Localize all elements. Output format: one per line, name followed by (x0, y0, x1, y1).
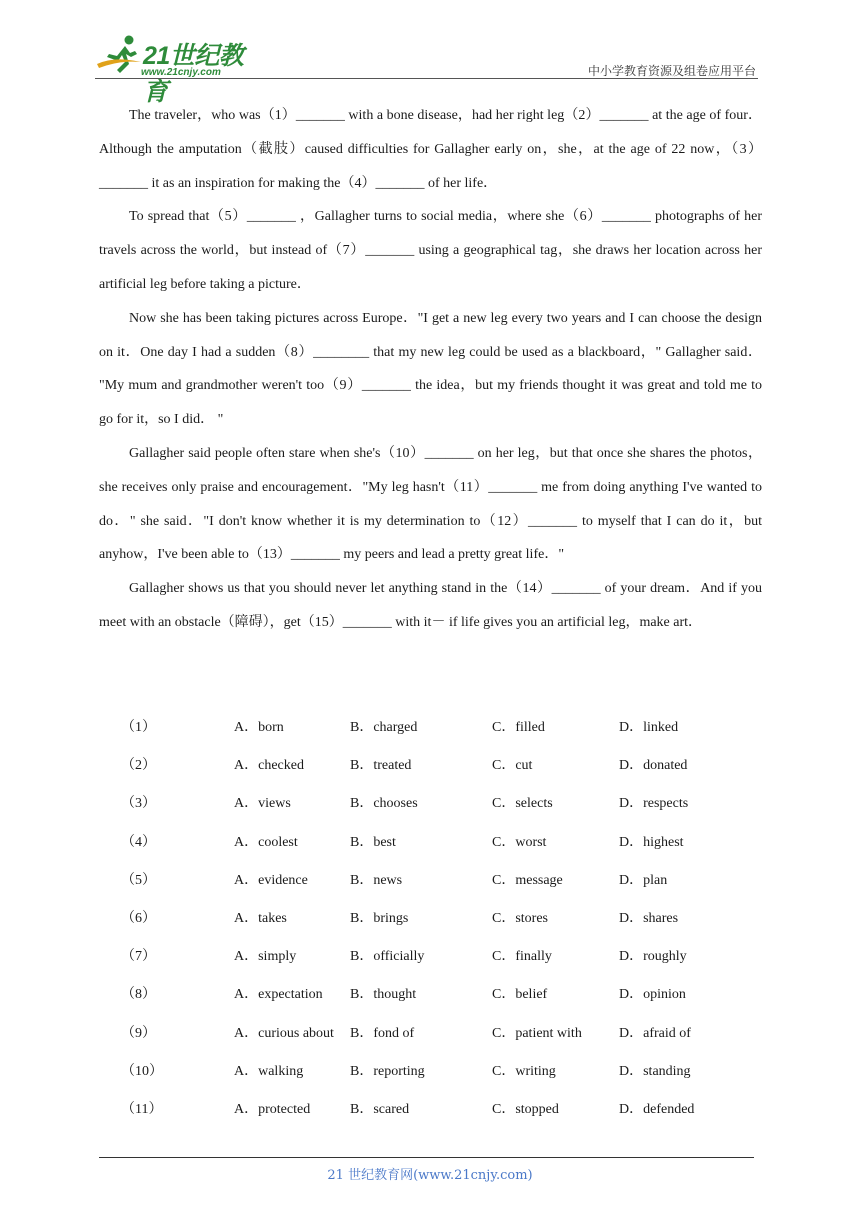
option-d: D．plan (619, 872, 668, 888)
option-row (99, 1088, 762, 1126)
paragraph: Gallagher shows us that you should never let anything stand in the（14）_______ of your dream．And if you meet with an obstacle（障碍），get（15）_______ with it－ if life gives you an artificial leg，make art． (99, 581, 762, 630)
option-row (99, 1012, 762, 1050)
option-row (99, 782, 762, 820)
option-a: A．simply (234, 949, 297, 965)
option-c: C．finally (492, 949, 552, 965)
runner-logo-icon (95, 34, 143, 76)
option-d: D．standing (619, 1063, 691, 1079)
site-logo (95, 34, 260, 106)
option-row (99, 859, 762, 897)
paragraph: To spread that（5）_______ ，Gallagher turns to social media，where she（6）_______ photographs of her travels across the world，but instead of（7）_______ using a geographical tag，she draws her location across her artificial leg before taking a picture． (99, 209, 762, 292)
paragraph: The traveler，who was（1）_______ with a bone disease，had her right leg（2）_______ at the age of four．Although the amputation（截肢）caused difficulties for Gallagher early on，she，at the age of 22 now，（3）_______ it as an inspiration for making the（4）_______ of her life． (99, 108, 762, 191)
option-a: A．protected (234, 1101, 311, 1117)
option-c: C．patient with (492, 1025, 582, 1041)
option-b: B．thought (350, 987, 417, 1003)
logo-url: www.21cnjy.com (141, 67, 221, 78)
option-a: A．coolest (234, 834, 298, 850)
question-number: （1） (121, 720, 156, 735)
option-d: D．opinion (619, 987, 686, 1003)
option-c: C．stores (492, 910, 548, 926)
logo-text: 21世纪教育 (143, 42, 244, 106)
option-b: B．fond of (350, 1025, 415, 1041)
option-b: B．news (350, 872, 403, 888)
option-a: A．born (234, 720, 284, 735)
question-number: （3） (121, 796, 156, 812)
option-row (99, 935, 762, 973)
option-a: A．checked (234, 758, 304, 774)
question-number: （4） (121, 834, 156, 850)
passage (99, 99, 762, 640)
question-number: （10） (121, 1063, 163, 1079)
option-b: B．reporting (350, 1063, 425, 1079)
option-c: C．message (492, 872, 563, 888)
option-a: A．takes (234, 910, 287, 926)
option-row (99, 744, 762, 782)
option-c: C．filled (492, 720, 545, 735)
option-c: C．selects (492, 796, 553, 812)
option-d: D．afraid of (619, 1025, 691, 1041)
option-d: D．donated (619, 758, 688, 774)
option-row (99, 973, 762, 1011)
question-number: （5） (121, 872, 156, 888)
option-b: B．scared (350, 1101, 410, 1117)
option-row (99, 1050, 762, 1088)
footer-link[interactable]: 21 世纪教育网(www.21cnjy.com) (327, 1168, 533, 1183)
option-d: D．highest (619, 834, 684, 850)
option-c: C．writing (492, 1063, 556, 1079)
page-header (95, 30, 760, 106)
options-list (99, 706, 762, 1126)
header-divider (95, 78, 758, 79)
option-b: B．chooses (350, 796, 418, 812)
option-b: B．officially (350, 949, 425, 965)
option-c: C．stopped (492, 1101, 559, 1117)
platform-title: 中小学教育资源及组卷应用平台 (587, 64, 756, 78)
paragraph: Gallagher said people often stare when she's（10）_______ on her leg，but that once she shares the photos，she receives only praise and encouragement．"My leg hasn't（11）_______ me from doing anything I've wanted to do．" she said．"I don't know whether it is my determination to（12）_______ to myself that I can do it，but anyhow，I've been able to（13）_______ my peers and lead a pretty great life．" (99, 445, 762, 563)
option-b: B．brings (350, 910, 409, 926)
option-c: C．belief (492, 987, 548, 1003)
question-number: （9） (121, 1025, 156, 1041)
option-d: D．linked (619, 720, 679, 735)
option-b: B．charged (350, 720, 418, 735)
question-number: （2） (121, 758, 156, 774)
option-b: B．best (350, 834, 396, 850)
option-d: D．respects (619, 796, 689, 812)
question-number: （11） (121, 1101, 163, 1117)
option-a: A．curious about (234, 1025, 334, 1041)
question-number: （6） (121, 910, 156, 926)
option-c: C．worst (492, 834, 547, 850)
option-c: C．cut (492, 758, 533, 774)
option-a: A．walking (234, 1063, 304, 1079)
question-number: （8） (121, 987, 156, 1003)
question-number: （7） (121, 949, 156, 965)
paragraph: Now she has been taking pictures across Europe．"I get a new leg every two years and I can choose the design on it．One day I had a sudden（8）________ that my new leg could be used as a blackboard，" Gallagher said． "My mum and grandmother weren't too（9）_______ the idea，but my friends thought it was great and told me to go for it，so I did． " (99, 310, 762, 428)
option-a: A．evidence (234, 872, 308, 888)
option-row (99, 821, 762, 859)
option-d: D．shares (619, 910, 679, 926)
option-b: B．treated (350, 758, 412, 774)
option-row (99, 897, 762, 935)
footer-divider (99, 1157, 754, 1158)
option-a: A．views (234, 796, 291, 812)
option-row (99, 706, 762, 744)
option-d: D．defended (619, 1101, 695, 1117)
option-d: D．roughly (619, 949, 687, 965)
option-a: A．expectation (234, 987, 323, 1003)
